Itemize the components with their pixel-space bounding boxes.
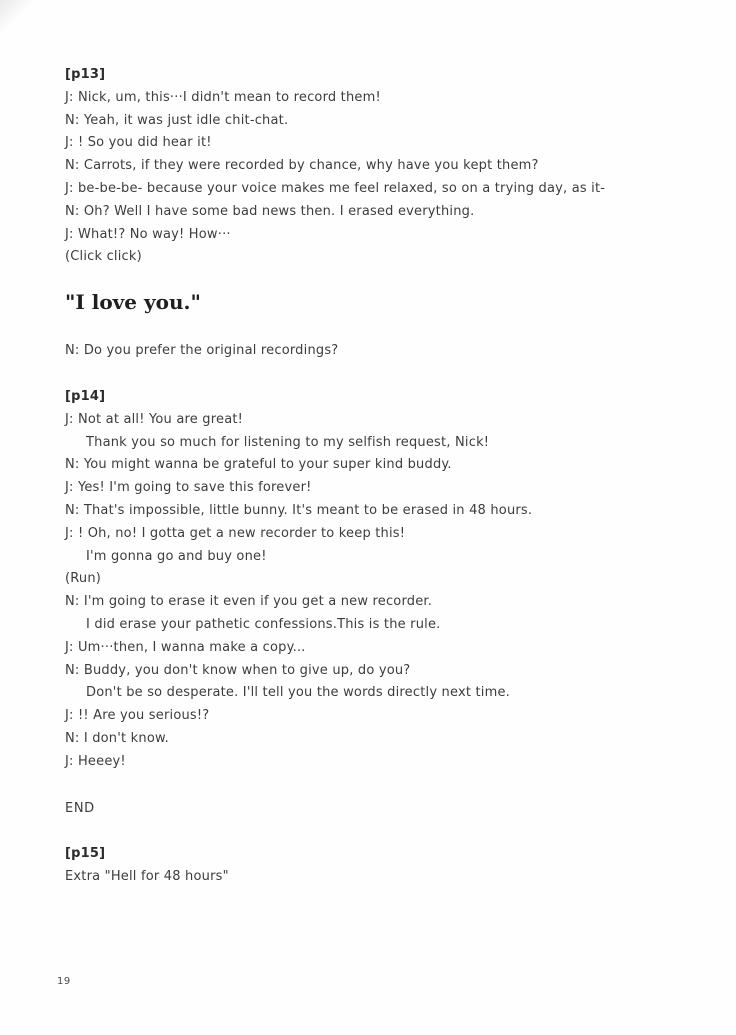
section-label-p15: [p15] [65,846,106,862]
section-label-p14: [p14] [65,388,106,404]
page-number: 19 [57,976,71,987]
section-p15 [65,843,676,889]
dialogue-line: N: Oh? Well I have some bad news then. I erased everything. [65,203,475,219]
dialogue-line: J: What!? No way! How··· [65,226,231,242]
dialogue-line: J: !! Are you serious!? [65,708,210,724]
stage-direction: (Click click) [65,249,142,265]
dialogue-line-continuation: I did erase your pathetic confessions.This is the rule. [86,616,441,632]
dialogue-line: N: You might wanna be grateful to your super kind buddy. [65,457,452,473]
section-p14 [65,386,676,774]
section-label-p13: [p13] [65,67,106,82]
dialogue-line: J: Um···then, I wanna make a copy... [65,639,306,655]
dialogue-line-continuation: Thank you so much for listening to my selfish request, Nick! [86,434,490,450]
dialogue-line: J: Yes! I'm going to save this forever! [65,480,312,496]
dialogue-line: J: Not at all! You are great! [65,411,244,427]
dialogue-line-continuation: I'm gonna go and buy one! [86,548,267,564]
dialogue-line: N: I don't know. [65,730,169,746]
dialogue-line: N: That's impossible, little bunny. It's meant to be erased in 48 hours. [65,502,533,518]
dialogue-line: J: ! Oh, no! I gotta get a new recorder to keep this! [65,525,406,541]
dialogue-line: J: Heeey! [65,753,126,769]
end-label: END [65,800,95,816]
quote-heading: "I love you." [65,290,201,315]
dialogue-line: J: ! So you did hear it! [65,135,212,151]
section-p13 [65,64,676,269]
dialogue-line: N: I'm going to erase it even if you get a new recorder. [65,594,433,610]
dialogue-line: N: Carrots, if they were recorded by chance, why have you kept them? [65,158,539,174]
dialogue-line-continuation: Don't be so desperate. I'll tell you the words directly next time. [86,685,510,701]
dialogue-line: J: be-be-be- because your voice makes me feel relaxed, so on a trying day, as it- [65,180,606,196]
dialogue-line: N: Do you prefer the original recordings? [65,343,339,359]
extra-title-line: Extra "Hell for 48 hours" [65,869,229,885]
stage-direction: (Run) [65,571,102,587]
dialogue-line: J: Nick, um, this···I didn't mean to record them! [65,89,381,105]
dialogue-line: N: Yeah, it was just idle chit-chat. [65,112,289,128]
dialogue-line: N: Buddy, you don't know when to give up, do you? [65,662,411,678]
